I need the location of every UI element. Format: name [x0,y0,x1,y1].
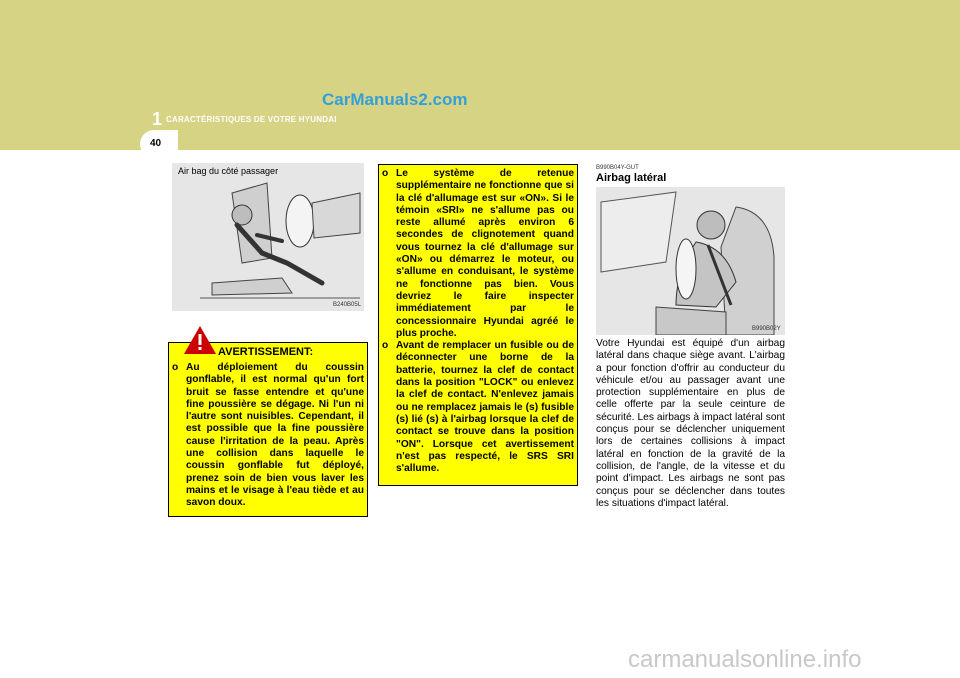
warning-item-text: Avant de remplacer un fusible ou de déconnecter une borne de la batterie, tournez la clef de contact dans la position "LOCK" ou enlevez la clef de contact. N'enlevez jamais ou ne remplacez jamais le (s) fusible (s) lié (s) à l'airbag lorsque la clef de contact se trouve dans la position "ON". Lorsque cet avertissement n'est pas respecté, le SRS SRI s'allume. [396,340,574,475]
warning-item [382,340,574,475]
section-title: Airbag latéral [596,172,667,184]
passenger-airbag-figure [172,163,364,311]
warning-item [172,362,364,510]
side-airbag-figure [596,187,785,335]
side-airbag-illustration [596,187,785,335]
warning-title: AVERTISSEMENT: [218,346,314,358]
bullet-marker: o [172,362,179,373]
figure-code: B990B02Y [752,326,781,332]
figure-caption: Air bag du côté passager [178,166,279,176]
warning-srs-text [382,168,574,475]
figure-code: B240B05L [333,302,362,308]
chapter-title: CARACTÉRISTIQUES DE VOTRE HYUNDAI [166,115,337,124]
warning-item [382,168,574,340]
warning-item-text: Le système de retenue supplémentaire ne fonctionne que si la clé d'allumage est sur «ON». Si le témoin «SRI» ne s'allume pas ou reste allumé après environ 6 secondes de clignotement quand vous tournez la clé d'allumage sur «ON» ou démarrez le moteur, ou s'allume en conduisant, le système ne fonctionne pas bien. Vous devriez le faire inspecter immédiatement par le concessionnaire Hyundai agréé le plus proche. [396,168,574,339]
warning-triangle-icon [183,325,217,355]
header-watermark[interactable]: CarManuals2.com [322,90,468,109]
section-ref-code: B990B04Y-GUT [596,165,639,171]
bullet-marker: o [382,168,389,179]
footer-watermark[interactable]: carmanualsonline.info [628,646,862,673]
bullet-marker: o [382,340,389,352]
warning-text [172,362,364,510]
page-number: 40 [150,138,162,149]
section-body: Votre Hyundai est équipé d'un airbag latéral dans chaque siège avant. L'airbag a pour fonction d'offrir au conducteur du véhicule et/ou au passager avant une protection supplémentaire en plus de celle offerte par la seule ceinture de sécurité. Les airbags à impact latéral sont conçus pour se déclencher uniquement lors de certaines collisions à impact latéral en fonction de la gravité de la collision, de l'angle, de la vitesse et du point d'impact. Les airbags ne sont pas conçus pour se déclencher dans toutes les situations d'impact latéral. [596,338,785,509]
passenger-airbag-illustration [172,163,364,311]
header-band [0,0,960,150]
chapter-number: 1 [152,109,163,129]
warning-item-text: Au déploiement du coussin gonflable, il est normal qu'un fort bruit se fasse entendre et qu'une fine poussière se dégage. Ni l'un ni l'autre sont nuisibles. Cependant, il est possible que la fine poussière cause l'irritation de la peau. Après une collision dans laquelle le coussin gonflable fut déployé, prenez soin de bien vous laver les mains et le visage à l'eau tiède et au savon doux. [186,362,364,509]
